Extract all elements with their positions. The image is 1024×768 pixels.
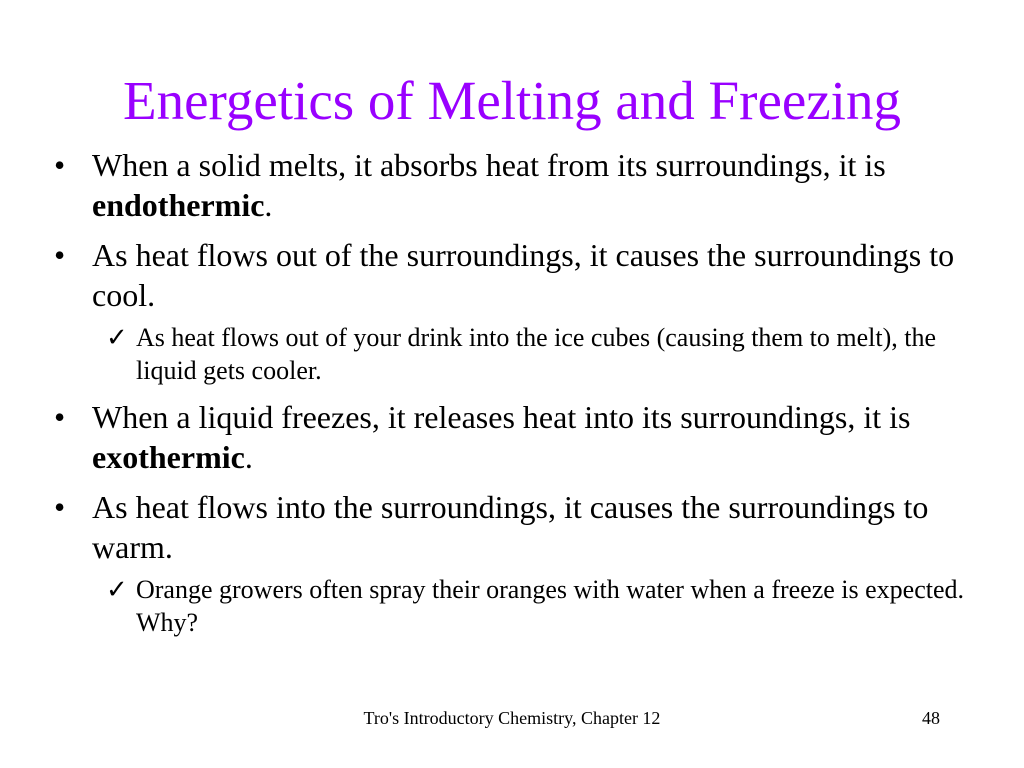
bullet-text: As heat flows out of the surroundings, it causes the surroundings to cool.	[92, 237, 955, 313]
bullet-text-end: .	[244, 439, 253, 475]
bullet-marker: •	[54, 399, 66, 435]
slide-body	[54, 145, 984, 649]
bullet-text: When a liquid freezes, it releases heat into its surroundings, it is	[92, 399, 911, 435]
bullet-text-end: .	[264, 187, 273, 223]
bullet-bold-term: endothermic	[92, 187, 265, 223]
bullet-marker: •	[54, 237, 66, 273]
page-number: 48	[922, 708, 940, 728]
bullet-item	[54, 397, 984, 477]
bullet-text: When a solid melts, it absorbs heat from its surroundings, it is	[92, 147, 886, 183]
checkmark-icon: ✓	[106, 575, 128, 604]
sub-bullet-text: Orange growers often spray their oranges with water when a freeze is expected. Why?	[136, 575, 965, 637]
bullet-marker: •	[54, 147, 66, 183]
sub-bullet-item	[106, 573, 984, 639]
bullet-text: As heat flows into the surroundings, it causes the surroundings to warm.	[92, 489, 929, 565]
sub-bullet-text: As heat flows out of your drink into the ice cubes (causing them to melt), the liquid gets cooler.	[136, 323, 937, 385]
bullet-marker: •	[54, 489, 66, 525]
sub-bullet-item	[106, 321, 984, 387]
slide-footer: Tro's Introductory Chemistry, Chapter 12	[363, 708, 661, 728]
bullet-bold-term: exothermic	[92, 439, 245, 475]
slide-title: Energetics of Melting and Freezing	[123, 70, 901, 131]
bullet-item	[54, 487, 984, 567]
bullet-item	[54, 145, 984, 225]
checkmark-icon: ✓	[106, 323, 128, 352]
bullet-item	[54, 235, 984, 315]
